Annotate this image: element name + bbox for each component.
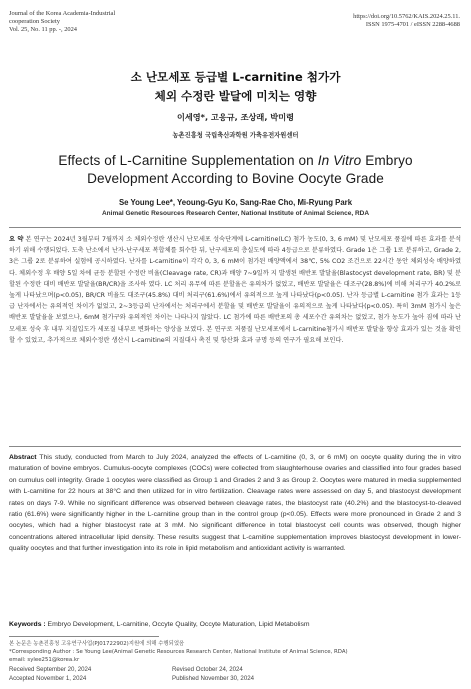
korean-abstract-label: 요 약: [9, 236, 24, 243]
footnote-divider: [9, 636, 159, 637]
keywords-text: Embryo Development, L-carnitine, Occyte Quality, Occyte Maturation, Lipid Metabolism: [47, 621, 310, 628]
accepted-date: Accepted November 1, 2024: [9, 675, 87, 682]
keywords-label: Keywords :: [9, 621, 46, 628]
journal-volume: Vol. 25, No. 11 pp. -, 2024: [9, 26, 77, 34]
doi-link[interactable]: https://doi.org/10.5762/KAIS.2024.25.11.: [353, 13, 460, 20]
english-title-line-2: Development According to Bovine Oocyte Grade: [87, 171, 384, 186]
divider-middle: [9, 446, 461, 447]
english-title-italic: In Vitro: [317, 153, 362, 168]
funding-note: 본 논문은 농촌진흥청 고유연구사업(PJ01722902)지원에 의해 수행되었음: [9, 641, 185, 647]
english-abstract-text: This study, conducted from March to July 2024, analyzed the effects of L-carnitine (0, 3, or 6 mM) on oocyte quality during the in vitro maturation of bovine embryos. Cumulus-oocyte complexes (COCs) were collected from slaughterhouse ovaries and classified into four grades based on cumulus cell integrity. Grade 1 oocytes were classified as Group 1 and Grades 2 and 3 as Group 2. Oocytes were matured in media supplemented with L-carnitine for 22 hours at 38°C and then utilized for in vitro fertilization. Cleavage rates were assessed on day 5, and blastocyst development rates on days 7-9. While no significant difference was observed between cleavage rates, the blastocyst rate (40.2%) and the blastocyst-to-cleaved ratio (61.6%) were significantly higher in the L-carnitine group than in the control group (p<0.05). Effects were more pronounced in Grade 2 and 3 oocytes, which had a higher blastocyst rate at 3 mM. No significant difference in total blastocyst cell counts was observed, though higher concentrations altered intracellular lipid density. These results suggest that L-carnitine supplementation improves blastocyst development in lower-quality oocytes and that further investigation into its role in lipid metabolism and antioxidant activity is warranted.: [9, 454, 462, 553]
korean-authors: 이세영*, 고응규, 조상래, 박미령: [176, 112, 295, 122]
korean-title-line-1: 소 난모세포 등급별 L-carnitine 첨가가: [130, 70, 341, 84]
english-title-part-a: Effects of L-Carnitine Supplementation on: [58, 153, 318, 168]
keywords: [9, 621, 461, 628]
english-authors: Se Young Lee*, Yeoung-Gyu Ko, Sang-Rae Cho, Mi-Ryung Park: [118, 198, 353, 207]
english-abstract: [9, 452, 461, 555]
korean-abstract-text: 본 연구는 2024년 3월부터 7월까지 소 체외수정란 생산시 난모세포 성숙단계에 L-carnitine(LC) 첨가 농도(0, 3, 6 mM) 및 난모세포 품질에 따른 효과를 분석하기 위해 수행되었다. 도축 난소에서 난자-난구세포 복합체를 회수한 뒤, 난구세포의 층실도에 따라 4등급으로 분류하였다. Grade 1은 그룹 1로 분류하고, Grade 2, 3은 그룹 2로 분류하여 실험에 공시하였다. 난자를 L-carnitine이 각각 0, 3, 6 mM이 첨가된 배양액에서 38℃, 5% CO2 조건으로 22시간 동안 체외성숙 배양하였다. 체외수정 후 배양 5일 차에 균등 분할된 수정란 비율(Cleavage rate, CR)과 배양 7~9일까 지 발생된 배반포 발달율(Blastocyst development rate, BR) 및 분할된 수정란 대비 배반포 발달율(BR/CR)을 조사하 였다. LC 처리 유무에 따른 분할율은 유의차가 없었고, 배반포 발달율은 대조구(28.8%)에 비해 처리구가 40.2%로 높게 나타났으며(p<0.05), BR/CR 비율도 대조구(45.8%) 대비 처리구(61.6%)에서 유의적으로 높게 나타났다(p<0.05). 난자 등급별 L-carnitine 첨가 효과는 1등급 난자에서는 유의적인 차이가 없었고, 2~3등급의 난자에서는 처리구에서 분할율 및 배반포 발달율이 유의적으로 높게 나타났다(p<0.05). 특히 3mM 첨가시 높은 배반포 발달율을 보였으나, 6mM 첨가구와 유의적인 차이는 나타나지 않았다. LC 첨가에 따른 배반포의 총 세포수간 유의차는 없었고, 첨가 농도가 높아 짐에 따라 난모세포 성숙 후 내부 지질입도가 세포질 내부로 변화하는 양상을 보였다. 본 연구로 저품질 난모세포에서 L-carnitine첨가시 배반포 발달을 향상 효과가 있는 것을 확인할 수 있었고, 추가적으로 체외수정란 생산시 L-carnitine의 지질대사 촉진 및 항산화 효과 규명 등의 연구가 필요해 보인다.: [9, 236, 461, 344]
korean-affiliation: 농촌진흥청 국립축산과학원 가축유전자원센터: [172, 132, 299, 139]
revised-date: Revised October 24, 2024: [172, 666, 243, 673]
korean-abstract: [9, 234, 461, 346]
publication-dates: [9, 665, 461, 683]
footnotes: [9, 640, 461, 664]
journal-name-line-1: Journal of the Korea Academia-Industrial: [9, 10, 116, 17]
english-title-part-b: Embryo: [361, 153, 413, 168]
divider-top: [9, 227, 461, 228]
english-title-line-1: [0, 151, 471, 170]
journal-name-line-2: cooperation Society: [9, 18, 60, 26]
corresponding-author-note: *Corresponding Author : Se Young Lee(Animal Genetic Resources Research Center, National Institute of Animal Science, RDA): [9, 649, 348, 655]
issn-info: ISSN 1975-4701 / eISSN 2288-4688: [365, 21, 460, 29]
journal-header: [9, 10, 209, 35]
korean-title-line-2: 체외 수정란 발달에 미치는 영향: [154, 89, 317, 103]
received-date: Received September 20, 2024: [9, 666, 92, 673]
published-date: Published November 30, 2024: [172, 675, 254, 682]
doi-header: [240, 13, 460, 29]
english-affiliation: Animal Genetic Resources Research Center, National Institute of Animal Science, RDA: [101, 210, 370, 217]
english-abstract-label: Abstract: [9, 454, 37, 461]
author-email[interactable]: email: sylee251@korea.kr: [9, 657, 80, 663]
